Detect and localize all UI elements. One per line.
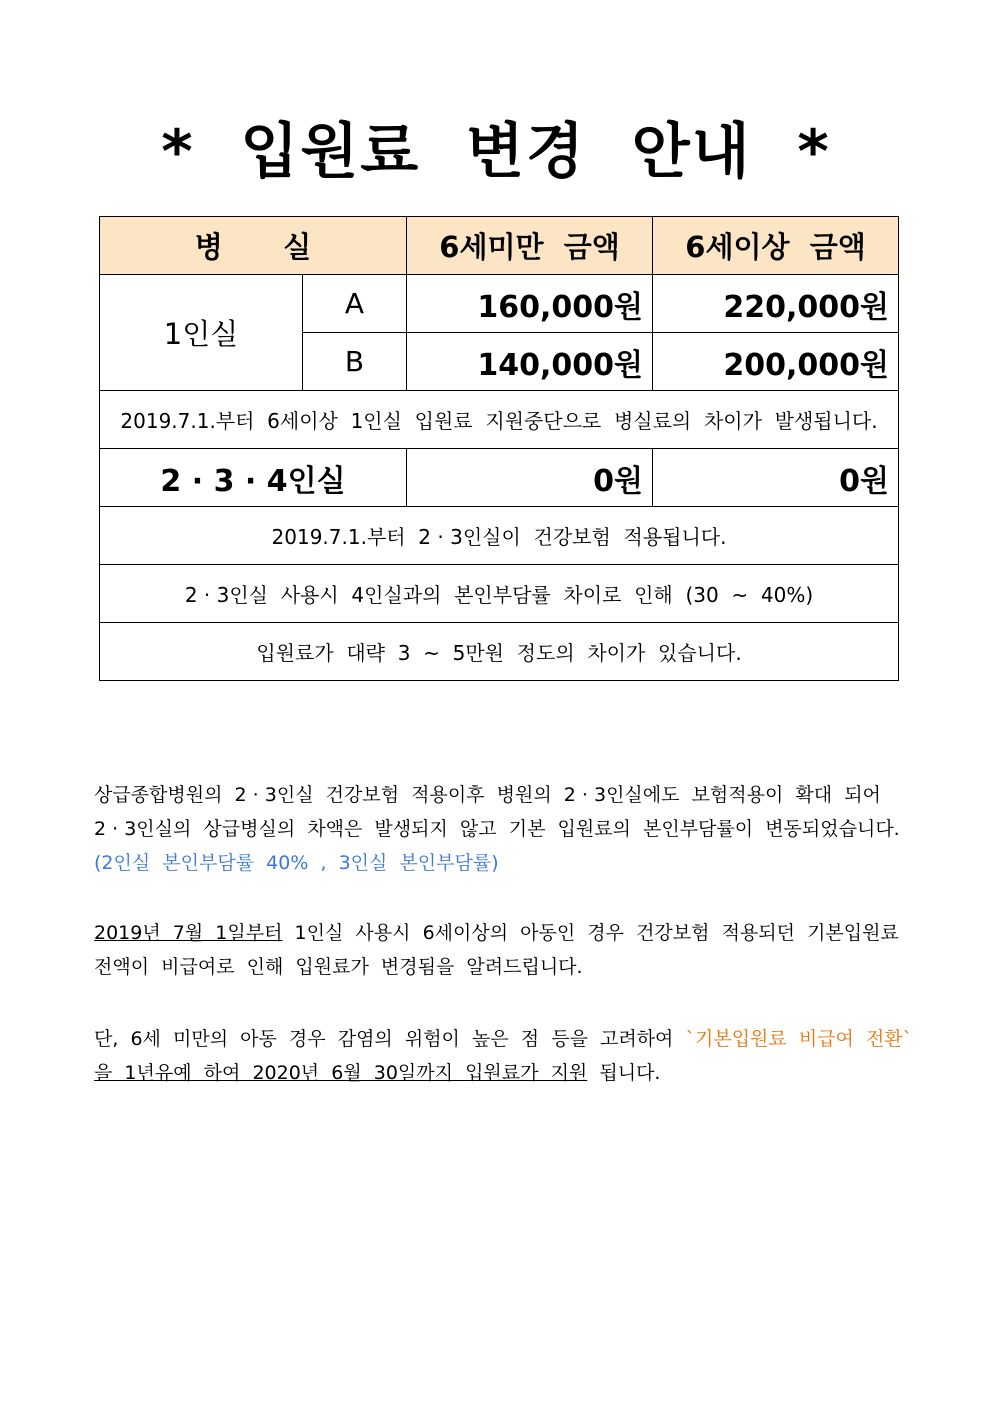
highlight-conversion: `기본입원료 비급여 전환`	[685, 1028, 913, 1050]
header-under6: 6세미만 금액	[407, 217, 653, 275]
amount-b-under6: 140,000원	[407, 333, 653, 391]
table-row	[100, 391, 899, 449]
note-insurance: 2019.7.1.부터 2 · 3인실이 건강보험 적용됩니다.	[100, 507, 899, 565]
paragraph-text: 1인실 사용시 6세이상의 아동인 경우 건강보험 적용되던 기본입원료	[282, 922, 899, 944]
amount-b-over6: 200,000원	[653, 333, 899, 391]
room-type-b: B	[303, 333, 407, 391]
paragraph-line: 2 · 3인실의 상급병실의 차액은 발생되지 않고 기본 입원료의 본인부담률이 변동되었습니다.	[94, 818, 900, 840]
amount-a-over6: 220,000원	[653, 275, 899, 333]
note-single-room: 2019.7.1.부터 6세이상 1인실 입원료 지원중단으로 병실료의 차이가 발생됩니다.	[100, 391, 899, 449]
note-fee-difference: 입원료가 대략 3 ~ 5만원 정도의 차이가 있습니다.	[100, 623, 899, 681]
table-row	[100, 507, 899, 565]
paragraph-line: 전액이 비급여로 인해 입원료가 변경됨을 알려드립니다.	[94, 956, 583, 978]
table-row	[100, 565, 899, 623]
table-row	[100, 623, 899, 681]
single-room-label: 1인실	[100, 275, 303, 391]
paragraph-line	[94, 1022, 913, 1056]
room-type-a: A	[303, 275, 407, 333]
deferral-period: 을 1년유예 하여 2020년 6월 30일까지 입원료가 지원	[94, 1062, 588, 1084]
paragraph-line	[94, 916, 900, 950]
note-copay-difference: 2 · 3인실 사용시 4인실과의 본인부담률 차이로 인해 (30 ~ 40%)	[100, 565, 899, 623]
header-room: 병 실	[100, 217, 407, 275]
effective-date: 2019년 7월 1일부터	[94, 922, 283, 944]
table-header-row	[100, 217, 899, 275]
paragraph-line: 상급종합병원의 2 · 3인실 건강보험 적용이후 병원의 2 · 3인실에도 보험적용이 확대 되어	[94, 784, 881, 806]
room-fee-table	[99, 216, 899, 681]
paragraph-line	[94, 1056, 900, 1090]
amount-multi-under6: 0원	[407, 449, 653, 507]
paragraph-text: 됩니다.	[587, 1062, 661, 1084]
page-title: * 입원료 변경 안내 *	[161, 117, 831, 187]
header-over6: 6세이상 금액	[653, 217, 899, 275]
amount-multi-over6: 0원	[653, 449, 899, 507]
amount-a-under6: 160,000원	[407, 275, 653, 333]
paragraph-deferral	[94, 1022, 913, 1090]
table-row	[100, 275, 899, 333]
paragraph-text: 단, 6세 미만의 아동 경우 감염의 위험이 높은 점 등을 고려하여	[94, 1028, 686, 1050]
paragraph-insurance-expansion	[94, 778, 900, 880]
copay-rate-note: (2인실 본인부담률 40% , 3인실 본인부담률)	[94, 852, 499, 874]
multi-room-label: 2 · 3 · 4인실	[100, 449, 407, 507]
paragraph-fee-change	[94, 916, 900, 984]
table-row	[100, 449, 899, 507]
